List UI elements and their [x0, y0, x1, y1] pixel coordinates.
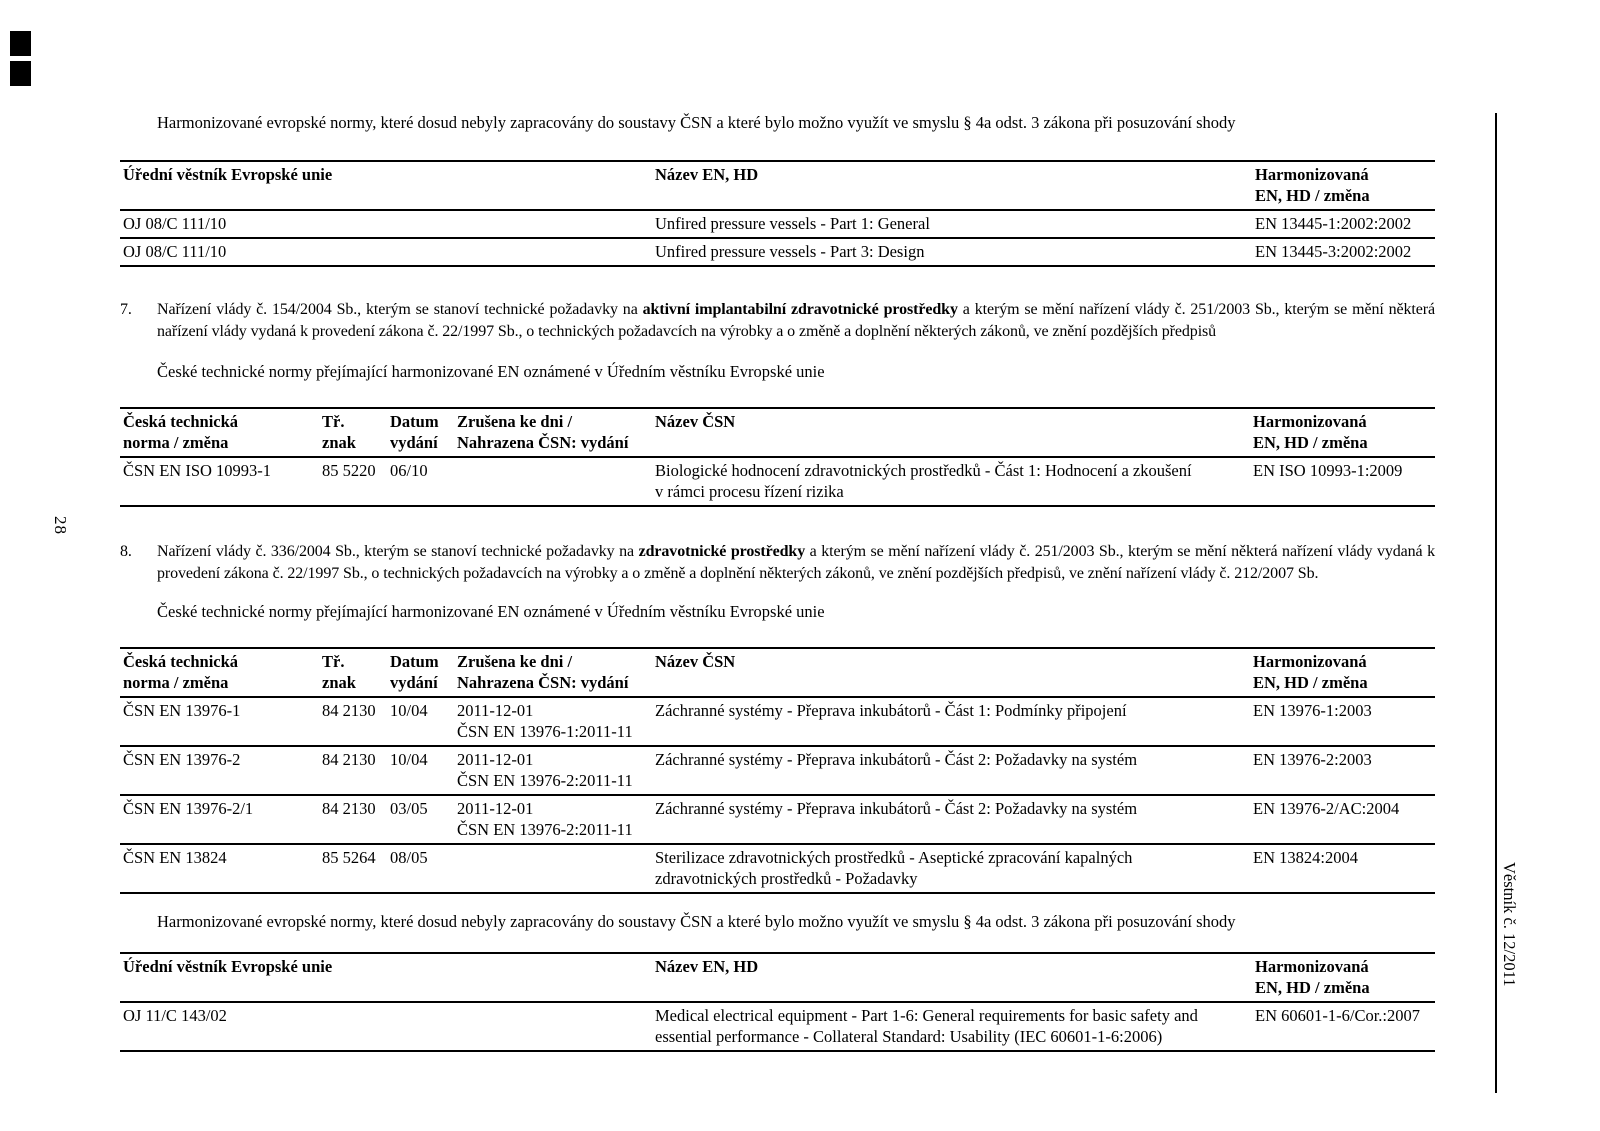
cell-datum: 10/04 [390, 701, 428, 720]
cell-harm: EN 13824:2004 [1253, 848, 1358, 867]
cell-zrusena: 2011-12-01 ČSN EN 13976-1:2011-11 [457, 701, 633, 741]
section-7 [120, 299, 1435, 343]
intro-paragraph-top: Harmonizované evropské normy, které dosud nebyly zapracovány do soustavy ČSN a které bylo možno využít ve smyslu § 4a odst. 3 zákona při posuzování shody [157, 113, 1236, 132]
table-medical-devices [120, 647, 1435, 894]
section-7-text-before: Nařízení vlády č. 154/2004 Sb., kterým se stanoví technické požadavky na [157, 301, 643, 318]
table-medical-electrical [120, 952, 1435, 1052]
cell-zrusena: 2011-12-01 ČSN EN 13976-2:2011-11 [457, 799, 633, 839]
cell-nazev: Biologické hodnocení zdravotnických prostředků - Část 1: Hodnocení a zkoušení v rámci procesu řízení rizika [655, 461, 1192, 501]
cell-datum: 06/10 [390, 461, 428, 480]
header-datum: Datum vydání [390, 652, 439, 692]
section-7-text-after: a kterým se mění nařízení vlády č. 251/2003 Sb., kterým se mění některá nařízení vlády vydaná k provedení zákona č. 22/1997 Sb., o technických požadavcích na výrobky a o změně a doplnění některých zákonů, ve znění pozdějších předpisů [157, 301, 1435, 340]
header-harmonizovana: Harmonizovaná EN, HD / změna [1253, 412, 1368, 452]
section-8-text-after: a kterým se mění nařízení vlády č. 251/2003 Sb., kterým se mění některá nařízení vlády vydaná k provedení zákona č. 22/1997 Sb., o technických požadavcích na výrobky a o změně a doplnění některých zákonů, ve znění pozdějších předpisů, ve znění nařízení vlády č. 212/2007 Sb. [157, 543, 1436, 582]
page-content [120, 112, 1435, 1052]
table-row [120, 1002, 1435, 1051]
table-row [120, 457, 1435, 506]
cell-nazev: Unfired pressure vessels - Part 1: General [655, 214, 930, 233]
table-header-row [120, 648, 1435, 697]
table-row [120, 746, 1435, 795]
header-norma: Česká technická norma / změna [123, 412, 239, 452]
header-harmonizovana: Harmonizovaná EN, HD / změna [1253, 652, 1368, 692]
header-tr-znak: Tř. znak [322, 412, 356, 452]
table-row [120, 844, 1435, 893]
section-7-subtitle: České technické normy přejímající harmonizované EN oznámené v Úředním věstníku Evropské unie [157, 362, 825, 381]
cell-oj: OJ 08/C 111/10 [123, 242, 227, 261]
page-number: 28 [51, 516, 70, 535]
cell-norma: ČSN EN 13976-2 [123, 750, 241, 769]
cell-harm: EN 60601-1-6/Cor.:2007 [1255, 1006, 1420, 1025]
cell-zrusena [454, 457, 652, 506]
header-oj: Úřední věstník Evropské unie [123, 165, 333, 184]
cell-datum: 08/05 [390, 848, 428, 867]
header-datum: Datum vydání [390, 412, 439, 452]
table-implantable-devices [120, 407, 1435, 507]
header-harmonizovana: Harmonizovaná EN, HD / změna [1255, 165, 1370, 205]
header-oj: Úřední věstník Evropské unie [123, 957, 333, 976]
cell-tr-znak: 84 2130 [322, 799, 376, 818]
cell-oj: OJ 08/C 111/10 [123, 214, 227, 233]
section-7-text-bold: aktivní implantabilní zdravotnické prostředky [642, 301, 958, 318]
section-8-number: 8. [120, 543, 132, 560]
cell-harm: EN 13976-1:2003 [1253, 701, 1372, 720]
section-8-subtitle: České technické normy přejímající harmonizované EN oznámené v Úředním věstníku Evropské unie [157, 602, 825, 621]
section-8-text-before: Nařízení vlády č. 336/2004 Sb., kterým se stanoví technické požadavky na [157, 543, 639, 560]
table-row [120, 238, 1435, 266]
header-harmonizovana: Harmonizovaná EN, HD / změna [1255, 957, 1370, 997]
cell-nazev: Záchranné systémy - Přeprava inkubátorů - Část 1: Podmínky připojení [655, 701, 1127, 720]
table-header-row [120, 161, 1435, 210]
table-row [120, 210, 1435, 238]
header-nazev-en-hd: Název EN, HD [655, 957, 759, 976]
margin-divider [1495, 113, 1497, 1093]
cell-harm: EN 13445-1:2002:2002 [1255, 214, 1412, 233]
table-header-row [120, 953, 1435, 1002]
cell-nazev: Unfired pressure vessels - Part 3: Design [655, 242, 925, 261]
table-header-row [120, 408, 1435, 457]
table-row [120, 795, 1435, 844]
header-tr-znak: Tř. znak [322, 652, 356, 692]
header-nazev-csn: Název ČSN [655, 652, 736, 671]
cell-norma: ČSN EN 13824 [123, 848, 227, 867]
cell-zrusena: 2011-12-01 ČSN EN 13976-2:2011-11 [457, 750, 633, 790]
cell-norma: ČSN EN 13976-1 [123, 701, 241, 720]
registration-mark [10, 61, 31, 86]
header-norma: Česká technická norma / změna [123, 652, 239, 692]
edition-label: Věstník č. 12/2011 [1500, 862, 1519, 987]
table-unfired-pressure-vessels [120, 160, 1435, 267]
cell-nazev: Záchranné systémy - Přeprava inkubátorů - Část 2: Požadavky na systém [655, 750, 1138, 769]
cell-datum: 03/05 [390, 799, 428, 818]
header-zrusena: Zrušena ke dni / Nahrazena ČSN: vydání [457, 652, 629, 692]
cell-harm: EN 13976-2:2003 [1253, 750, 1372, 769]
cell-tr-znak: 85 5220 [322, 461, 376, 480]
cell-norma: ČSN EN ISO 10993-1 [123, 461, 272, 480]
cell-oj: OJ 11/C 143/02 [123, 1006, 227, 1025]
cell-datum: 10/04 [390, 750, 428, 769]
intro-paragraph-bottom: Harmonizované evropské normy, které dosud nebyly zapracovány do soustavy ČSN a které bylo možno využít ve smyslu § 4a odst. 3 zákona při posuzování shody [157, 912, 1236, 931]
table-row [120, 697, 1435, 746]
cell-nazev: Medical electrical equipment - Part 1-6: General requirements for basic safety and essential performance - Collateral Standard: Usability (IEC 60601-1-6:2006) [655, 1006, 1198, 1046]
cell-zrusena [454, 844, 652, 893]
cell-nazev: Sterilizace zdravotnických prostředků - Aseptické zpracování kapalných zdravotnických prostředků - Požadavky [655, 848, 1133, 888]
cell-tr-znak: 84 2130 [322, 701, 376, 720]
cell-harm: EN 13445-3:2002:2002 [1255, 242, 1412, 261]
registration-mark [10, 31, 31, 56]
cell-tr-znak: 84 2130 [322, 750, 376, 769]
header-nazev-csn: Název ČSN [655, 412, 736, 431]
cell-nazev: Záchranné systémy - Přeprava inkubátorů - Část 2: Požadavky na systém [655, 799, 1138, 818]
cell-harm: EN 13976-2/AC:2004 [1253, 799, 1400, 818]
header-zrusena: Zrušena ke dni / Nahrazena ČSN: vydání [457, 412, 629, 452]
section-8 [120, 541, 1435, 585]
cell-harm: EN ISO 10993-1:2009 [1253, 461, 1403, 480]
header-nazev-en-hd: Název EN, HD [655, 165, 759, 184]
section-8-text-bold: zdravotnické prostředky [638, 543, 806, 560]
cell-tr-znak: 85 5264 [322, 848, 376, 867]
section-7-number: 7. [120, 301, 132, 318]
cell-norma: ČSN EN 13976-2/1 [123, 799, 254, 818]
